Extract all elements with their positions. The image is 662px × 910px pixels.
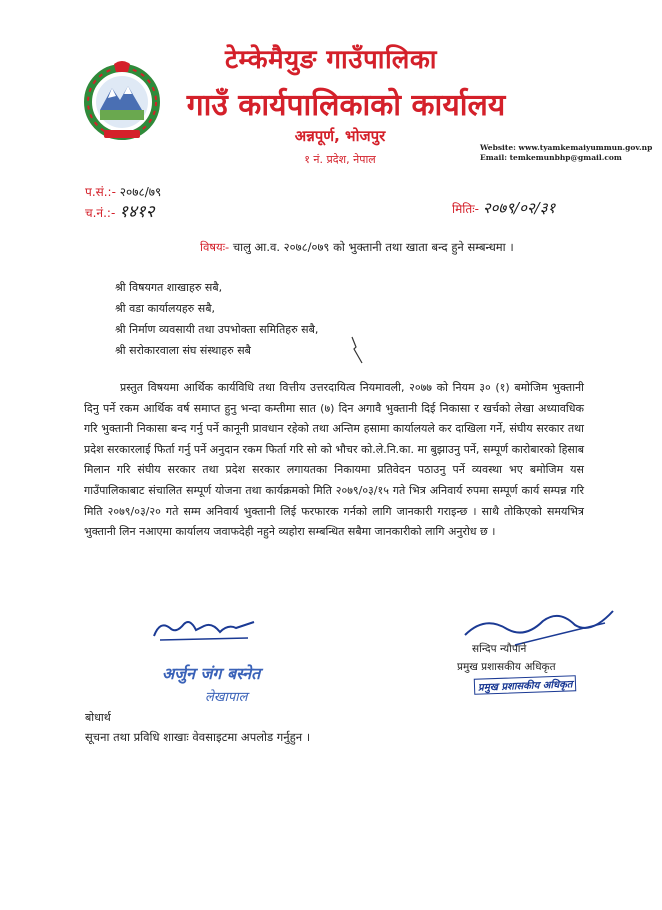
officer-name: सन्दिप न्यौपाने xyxy=(472,643,527,655)
contact-info xyxy=(480,143,652,163)
cn-label: च.नं.:- xyxy=(85,206,116,220)
cn-row xyxy=(85,202,161,223)
accountant-signature xyxy=(150,614,260,646)
addressee-list xyxy=(115,277,318,361)
office-name: गाउँ कार्यपालिकाको कार्यालय xyxy=(186,88,506,123)
ps-row xyxy=(85,182,161,202)
subject-text: चालु आ.व. २०७८/०७९ को भुक्तानी तथा खाता बन्द हुने सम्बन्धमा । xyxy=(232,240,514,254)
ps-label: प.सं.:- xyxy=(85,185,116,199)
cn-value: १४१२ xyxy=(119,202,155,222)
officer-title: प्रमुख प्रशासकीय अधिकृत xyxy=(457,661,556,673)
addressee-item: श्री सरोकारवाला संघ संस्थाहरु सबै xyxy=(115,344,251,357)
province-name: १ नं. प्रदेश, नेपाल xyxy=(304,153,376,166)
municipality-name: टेम्केमैयुङ गाउँपालिका xyxy=(224,45,438,75)
addressee-item: श्री निर्माण व्यवसायी तथा उपभोक्ता समितिहरु सबै, xyxy=(115,323,319,336)
office-location: अन्नपूर्ण, भोजपुर xyxy=(294,127,386,145)
pen-mark xyxy=(348,335,368,365)
addressee-item: श्री विषयगत शाखाहरु सबै, xyxy=(115,281,223,294)
letter-body: प्रस्तुत विषयमा आर्थिक कार्यविधि तथा वित्तीय उत्तरदायित्व नियमावली, २०७७ को नियम ३० (१) बमोजिम भुक्तानी दिनु पर्ने रकम आर्थिक वर्ष समाप्त हुनु भन्दा कम्तीमा सात (७) दिन अगावै भुक्तानी दिई निकासा र खर्चको लेखा अध्यावधिक गरि भुक्तानी निकासा बन्द गर्नु पर्ने कानूनी प्रावधान रहेको तथा अन्तिम हसामा कार्यालयले कर दाखिला गर्ने, संघीय सरकार तथा प्रदेश सरकारलाई फिर्ता गर्नु पर्ने अनुदान रकम फिर्ता गरि सो को भौचर को.ले.नि.का. मा बुझाउनु पर्ने, सम्पूर्ण कारोबारको हिसाब मिलान गरि संघीय सरकार तथा प्रदेश सरकार लगायतका निकायमा प्रतिवेदन पठाउनु पर्ने व्यवस्था भए बमोजिम यस गाउँपालिकाबाट संचालित सम्पूर्ण योजना तथा कार्यक्रमको मिति २०७९/०३/१५ गते भित्र अनिवार्य रुपमा सम्पूर्ण कार्य सम्पन्न गरि मिति २०७९/०३/२० गते सम्म अनिवार्य भुक्तानी लिई फरफारक गर्नको लागि जानकारी गराइन्छ । साथै तोकिएको समयभित्र भुक्तानी लिन नआएमा कार्यालय जवाफदेही नहुने व्यहोरा सम्बन्धित सबैमा जानकारीको लागि अनुरोध छ । xyxy=(84,381,584,539)
subject-line xyxy=(200,240,514,255)
ps-value: २०७८/७९ xyxy=(119,185,162,199)
cc-text: सूचना तथा प्रविधि शाखाः वेवसाइटमा अपलोड गर्नुहुन । xyxy=(85,730,311,744)
subject-label: विषयः- xyxy=(200,240,230,254)
officer-stamp: प्रमुख प्रशासकीय अधिकृत xyxy=(474,675,577,695)
email-text: Email: temkemunbhp@gmail.com xyxy=(480,153,622,162)
date-label: मितिः- xyxy=(452,202,479,216)
reference-block xyxy=(85,182,161,223)
date-value: २०७९/०२/३१ xyxy=(482,199,556,217)
addressee-item: श्री वडा कार्यालयहरु सबै, xyxy=(115,302,215,315)
accountant-name: अर्जुन जंग बस्नेत xyxy=(162,664,261,683)
accountant-title: लेखापाल xyxy=(205,690,248,705)
date-block xyxy=(452,198,555,218)
website-text: Website: www.tyamkemaiyummun.gov.np xyxy=(480,143,653,152)
cc-label: बोधार्थ xyxy=(85,711,111,724)
